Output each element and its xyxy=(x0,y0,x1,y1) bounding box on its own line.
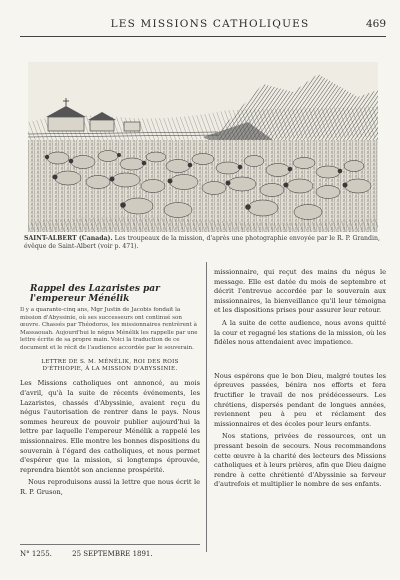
article-subtitle: LETTRE DE S. M. MÉNÉLIK, ROI DES ROIS D'ÉTHIOPIE, À LA MISSION D'ABYSSINIE. xyxy=(41,358,179,372)
paragraph: Les Missions catholiques ont annoncé, au mois d'avril, qu'à la suite de récents événements, les Lazaristes, chassés d'Abyssinie, avaient reçu du négus l'autorisation de rentrer dans le pays. Nous sommes heureux de pouvoir publier aujourd'hui la lettre par laquelle l'empereur Ménélik a rappelé les missionnaires. Elle montre les bonnes dispositions du souverain à l'égard des catholiques, et nous permet d'espérer que la mission, si longtemps éprouvée, reprendra bientôt son ancienne prospérité. xyxy=(20,379,200,474)
paragraph: Nous reproduisons aussi la lettre que nous écrit le R. P. Gruson, xyxy=(20,478,200,496)
right-column xyxy=(214,268,386,490)
article-heading: Rappel des Lazaristes par l'empereur Ménélik xyxy=(30,284,160,304)
engraving-illustration xyxy=(28,62,378,232)
page-footer xyxy=(20,550,200,558)
issue-number: N° 1255. xyxy=(20,550,52,558)
journal-title: LES MISSIONS CATHOLIQUES xyxy=(110,18,310,30)
illustration-caption xyxy=(24,235,380,251)
column-rule xyxy=(206,262,207,552)
paragraph: A la suite de cette audience, nous avons quitté la cour et regagné les stations de la mission, où les fidèles nous attendaient avec impatience. xyxy=(214,318,386,347)
header-rule xyxy=(20,36,386,37)
paragraph: Nous espérons que le bon Dieu, malgré toutes les épreuves passées, bénira nos efforts et fera fructifier le travail de nos prédécesseurs. Les chrétiens, dispersés pendant de longues années, reviennent peu à peu et réclament des missionnaires et des écoles pour leurs enfants. xyxy=(214,371,386,428)
article-summary: Il y a quarante-cinq ans, Mgr Justin de Jacobis fondait la mission d'Abyssinie, où ses successeurs ont continué son œuvre. Chassés par Théodoros, les missionnaires rentrèrent à Massaouah. Aujourd'hui le négus Ménélik les rappelle par une lettre écrite de sa propre main. Voici la traduction de ce document et le récit de l'audience accordée par le souverain. xyxy=(20,307,198,351)
paragraph-gap xyxy=(214,348,386,372)
caption-place: SAINT-ALBERT (Canada). xyxy=(24,235,113,242)
paragraph: missionnaire, qui reçut des mains du négus le message. Elle est datée du mois de septembre et décrit l'entrevue accordée par le souverain aux missionnaires, la bienveillance qu'il leur témoigna et les dispositions prises pour assurer leur retour. xyxy=(214,268,386,315)
paragraph: Nos stations, privées de ressources, ont un pressant besoin de secours. Nous recommandons cette œuvre à la charité des lecteurs des Missions catholiques et à leurs prières, afin que Dieu daigne rendre à cette chrétienté d'Abyssinie sa ferveur d'autrefois et multiplier le nombre de ses enfants. xyxy=(214,432,386,489)
caption-text: Les troupeaux de la mission, d'après une photographie envoyée par le R. P. Grandin, évêque de Saint-Albert (voir p. 471). xyxy=(24,235,380,250)
issue-date: 25 SEPTEMBRE 1891. xyxy=(72,550,153,558)
page-header xyxy=(20,18,386,36)
left-column xyxy=(20,268,200,498)
footer-rule xyxy=(20,544,200,545)
page-number: 469 xyxy=(365,18,386,30)
